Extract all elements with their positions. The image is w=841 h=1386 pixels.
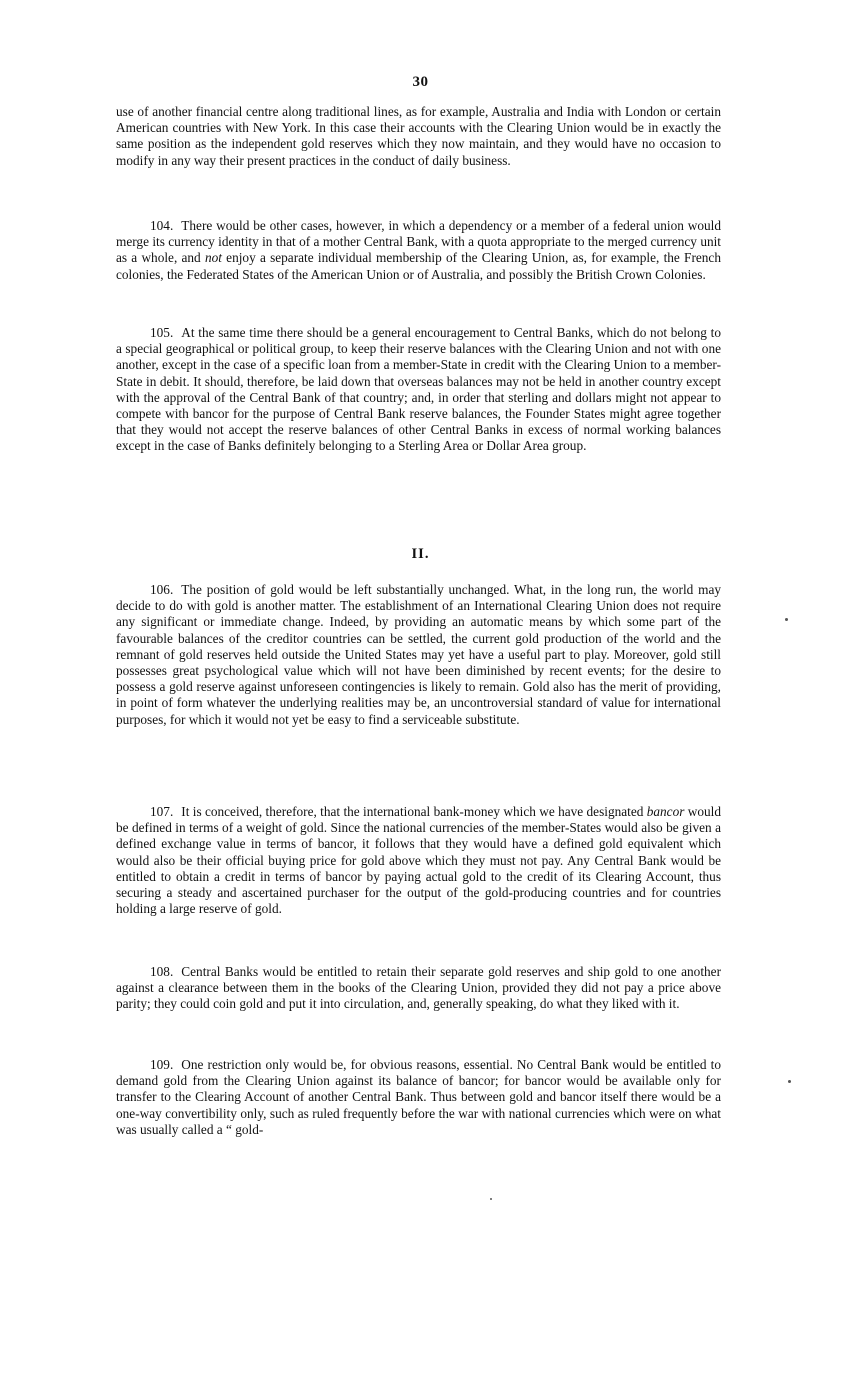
paragraph-107 (116, 804, 721, 917)
scan-speck (490, 1198, 492, 1200)
paragraph-text: It is conceived, therefore, that the international bank-money which we have designated (181, 804, 647, 819)
paragraph-text: would be defined in terms of a weight of gold. Since the national currencies of the member-States would also be given a defined exchange value in terms of bancor, it follows that they would have a defined gold equivalent which would also be their official buying price for gold above which they must not pay. Any Central Bank would be entitled to obtain a credit in terms of bancor by paying actual gold to the credit of its Clearing Account, thus securing a steady and ascertained purchaser for the output of the gold-producing countries and for countries holding a large reserve of gold. (116, 804, 721, 917)
paragraph-text: One restriction only would be, for obvious reasons, essential. No Central Bank would be entitled to demand gold from the Clearing Union against its balance of bancor; for bancor would be available only for transfer to the Clearing Account of another Central Bank. Thus between gold and bancor itself there would be a one-way convertibility only, such as ruled frequently before the war with national currencies which were on what was usually called a “ gold- (116, 1057, 721, 1137)
paragraph-109 (116, 1057, 721, 1138)
paragraph-continuation (116, 104, 721, 169)
paragraph-number: 105. (150, 325, 174, 340)
paragraph-text: Central Banks would be entitled to retain their separate gold reserves and ship gold to one another against a clearance between them in the books of the Clearing Union, provided they did not pay a price above parity; they could coin gold and put it into circulation, and, generally speaking, do what they liked with it. (116, 964, 721, 1012)
paragraph-number: 104. (150, 218, 174, 233)
paragraph-text: enjoy a separate individual membership of the Clearing Union, as, for example, the French colonies, the Federated States of the American Union or of Australia, and possibly the British Crown Colonies. (116, 250, 721, 282)
paragraph-106 (116, 582, 721, 728)
paragraph-number: 109. (150, 1057, 174, 1072)
paragraph-number: 108. (150, 964, 174, 979)
paragraph-number: 107. (150, 804, 174, 819)
scan-speck (785, 618, 788, 621)
paragraph-number: 106. (150, 582, 174, 597)
paragraph-continuation-text: use of another financial centre along traditional lines, as for example, Australia and India with London or certain American countries with New York. In this case their accounts with the Clearing Union would be in exactly the same position as the independent gold reserves which they now maintain, and they would have no occasion to modify in any way their present practices in the conduct of daily business. (116, 104, 721, 168)
paragraph-108 (116, 964, 721, 1013)
paragraph-text: The position of gold would be left substantially unchanged. What, in the long run, the world may decide to do with gold is another matter. The establishment of an International Clearing Union does not require any significant or immediate change. Indeed, by providing an automatic means by which some part of the favourable balances of the creditor countries can be settled, the current gold production of the world and the remnant of gold reserves held outside the United States may yet have a useful part to play. Moreover, gold still possesses great psychological value which will not have been diminished by recent events; for the desire to possess a gold reserve against unforeseen contingencies is likely to remain. Gold also has the merit of providing, in point of form whatever the underlying realities may be, an uncontroversial standard of value for international purposes, for which it would not yet be easy to find a serviceable substitute. (116, 582, 721, 727)
emphasis-text: bancor (646, 804, 685, 819)
section-heading: II. (411, 546, 430, 562)
paragraph-105 (116, 325, 721, 455)
paragraph-text: At the same time there should be a general encouragement to Central Banks, which do not belong to a special geographical or political group, to keep their reserve balances with the Clearing Union and not with one another, except in the case of a specific loan from a member-State in credit with the Clearing Union to a member-State in debit. It should, therefore, be laid down that overseas balances may not be held in another country except with the approval of the Central Bank of that country; and, in order that sterling and dollars might not appear to compete with bancor for the purpose of Central Bank reserve balances, the Founder States might agree together that they would not accept the reserve balances of other Central Banks in excess of normal working balances except in the case of Banks definitely belonging to a Sterling Area or Dollar Area group. (116, 325, 721, 454)
scan-speck (788, 1080, 791, 1083)
page-number: 30 (412, 74, 429, 90)
paragraph-text: There would be other cases, however, in which a dependency or a member of a federal union would merge its currency identity in that of a mother Central Bank, with a quota appropriate to the merged currency unit as a whole, and (116, 218, 721, 266)
paragraph-104 (116, 218, 721, 283)
emphasis-text: not (204, 250, 222, 266)
